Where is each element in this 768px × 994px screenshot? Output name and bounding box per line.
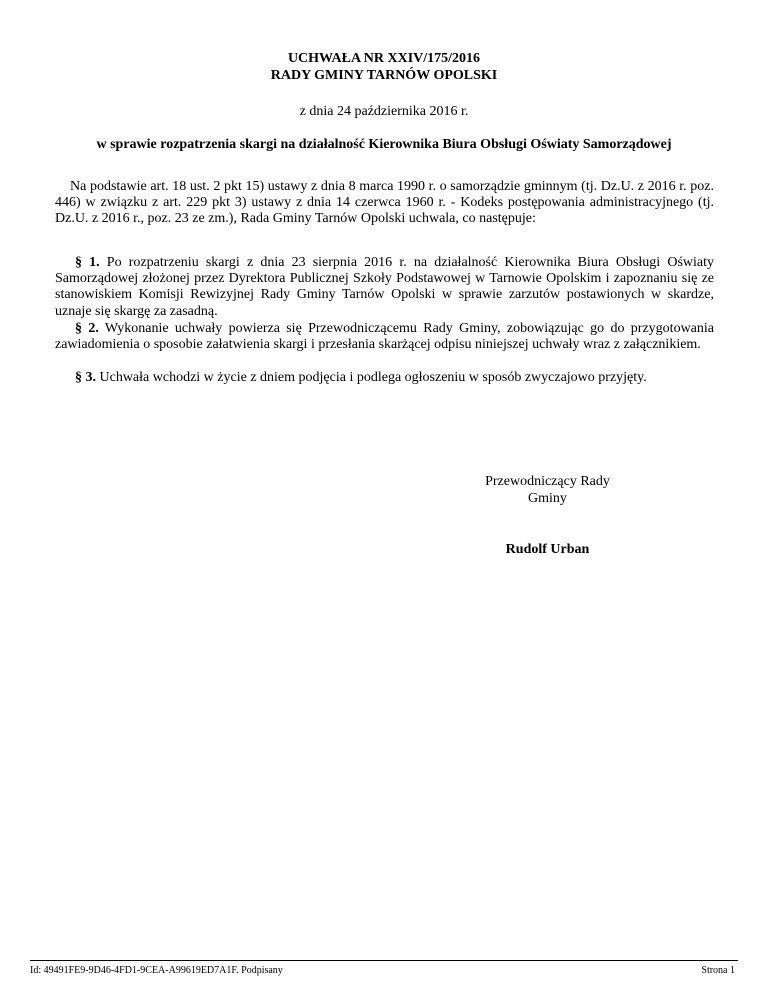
- paragraph-1: [55, 255, 714, 320]
- paragraph-3-mark: § 3.: [75, 370, 96, 385]
- signatory-role: Przewodniczący Rady Gminy: [485, 474, 610, 506]
- signatory-name: Rudolf Urban: [505, 542, 590, 557]
- footer-divider: [30, 960, 738, 961]
- paragraph-3-text: Uchwała wchodzi w życie z dniem podjęcia i podlega ogłoszeniu w sposób zwyczajowo przyjęty.: [96, 370, 647, 385]
- resolution-subject: w sprawie rozpatrzenia skargi na działalność Kierownika Biura Obsługi Oświaty Samorządowej: [96, 137, 672, 152]
- resolution-number: UCHWAŁA NR XXIV/175/2016: [287, 51, 481, 66]
- paragraph-1-text: Po rozpatrzeniu skargi z dnia 23 sierpnia 2016 r. na działalność Kierownika Biura Obsługi Oświaty Samorządowej złożonej przez Dyrektora Publicznej Szkoły Podstawowej w Tarnowie Opolskim i zapoznaniu się ze stanowiskiem Komisji Rewizyjnej Rady Gminy Tarnów Opolski w sprawie zarzutów postawionych w skardze, uznaje się skargę za zasadną.: [55, 255, 714, 319]
- resolution-date: z dnia 24 października 2016 r.: [299, 104, 469, 119]
- council-name: RADY GMINY TARNÓW OPOLSKI: [270, 68, 498, 83]
- paragraph-2-mark: § 2.: [75, 321, 99, 336]
- page-number: Strona 1: [701, 965, 735, 976]
- document-id: Id: 49491FE9-9D46-4FD1-9CEA-A99619ED7A1F. Podpisany: [30, 965, 283, 976]
- legal-basis-preamble: Na podstawie art. 18 ust. 2 pkt 15) ustawy z dnia 8 marca 1990 r. o samorządzie gminnym (tj. Dz.U. z 2016 r. poz. 446) w związku z art. 229 pkt 3) ustawy z dnia 14 czerwca 1960 r. - Kodeks postępowania administracyjnego (tj. Dz.U. z 2016 r., poz. 23 ze zm.), Rada Gminy Tarnów Opolski uchwala, co następuje:: [55, 179, 714, 227]
- paragraph-2-text: Wykonanie uchwały powierza się Przewodniczącemu Rady Gminy, zobowiązując go do przygotowania zawiadomienia o sposobie załatwienia skargi i przesłania skarżącej odpisu niniejszej uchwały wraz z załącznikiem.: [55, 321, 714, 353]
- paragraph-3: [55, 370, 714, 386]
- paragraph-1-mark: § 1.: [75, 255, 100, 270]
- resolution-title: [0, 50, 768, 84]
- paragraph-2: [55, 321, 714, 353]
